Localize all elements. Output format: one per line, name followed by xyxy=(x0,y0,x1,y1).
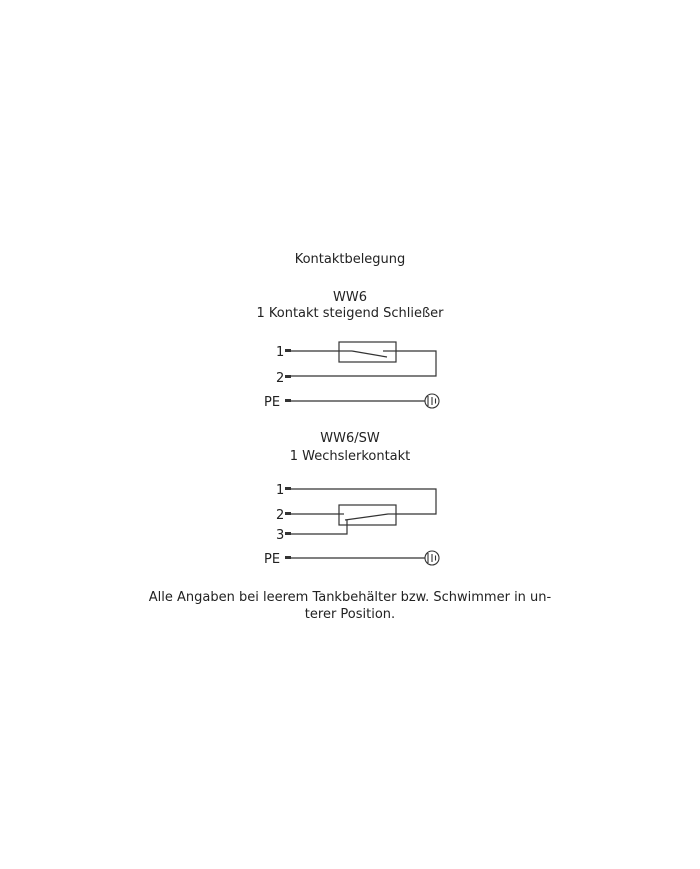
ww6-pin-pe-terminal xyxy=(285,399,291,402)
ww6-switch-box xyxy=(339,342,396,362)
footnote-line-1: Alle Angaben bei leerem Tankbehälter bzw. Schwimmer in un- xyxy=(148,590,552,605)
section-ww6sw-name: WW6/SW xyxy=(320,431,380,446)
ww6-pin-2-label: 2 xyxy=(276,371,285,386)
ww6-wire-2-loop xyxy=(291,351,436,376)
ww6sw-contact-blade xyxy=(345,514,388,520)
ww6sw-pin-1-label: 1 xyxy=(276,483,285,498)
ww6-contact-blade xyxy=(352,351,387,357)
ww6-pin-2-terminal xyxy=(285,375,291,378)
section-ww6-description: 1 Kontakt steigend Schließer xyxy=(256,306,444,321)
ww6sw-ground-icon xyxy=(425,551,439,565)
ww6sw-pin-1-terminal xyxy=(285,487,291,490)
ww6-pin-1-terminal xyxy=(285,349,291,352)
ww6sw-pin-3-label: 3 xyxy=(276,528,285,543)
ww6sw-pin-2-label: 2 xyxy=(276,508,285,523)
ww6sw-pin-pe-terminal xyxy=(285,556,291,559)
ww6sw-pin-3-terminal xyxy=(285,532,291,535)
section-ww6-name: WW6 xyxy=(333,290,367,305)
ww6-ground-icon xyxy=(425,394,439,408)
ww6-schematic xyxy=(264,342,439,410)
section-ww6sw-description: 1 Wechslerkontakt xyxy=(289,449,411,464)
diagram-title: Kontaktbelegung xyxy=(294,252,406,267)
ww6sw-pin-pe-label: PE xyxy=(264,552,281,567)
ww6-pin-1-label: 1 xyxy=(276,345,285,360)
ww6sw-pin-2-terminal xyxy=(285,512,291,515)
ww6sw-wire-1-loop xyxy=(291,489,436,514)
ww6-pin-pe-label: PE xyxy=(264,395,281,410)
ww6sw-schematic xyxy=(264,483,439,567)
footnote-line-2: terer Position. xyxy=(304,607,396,622)
